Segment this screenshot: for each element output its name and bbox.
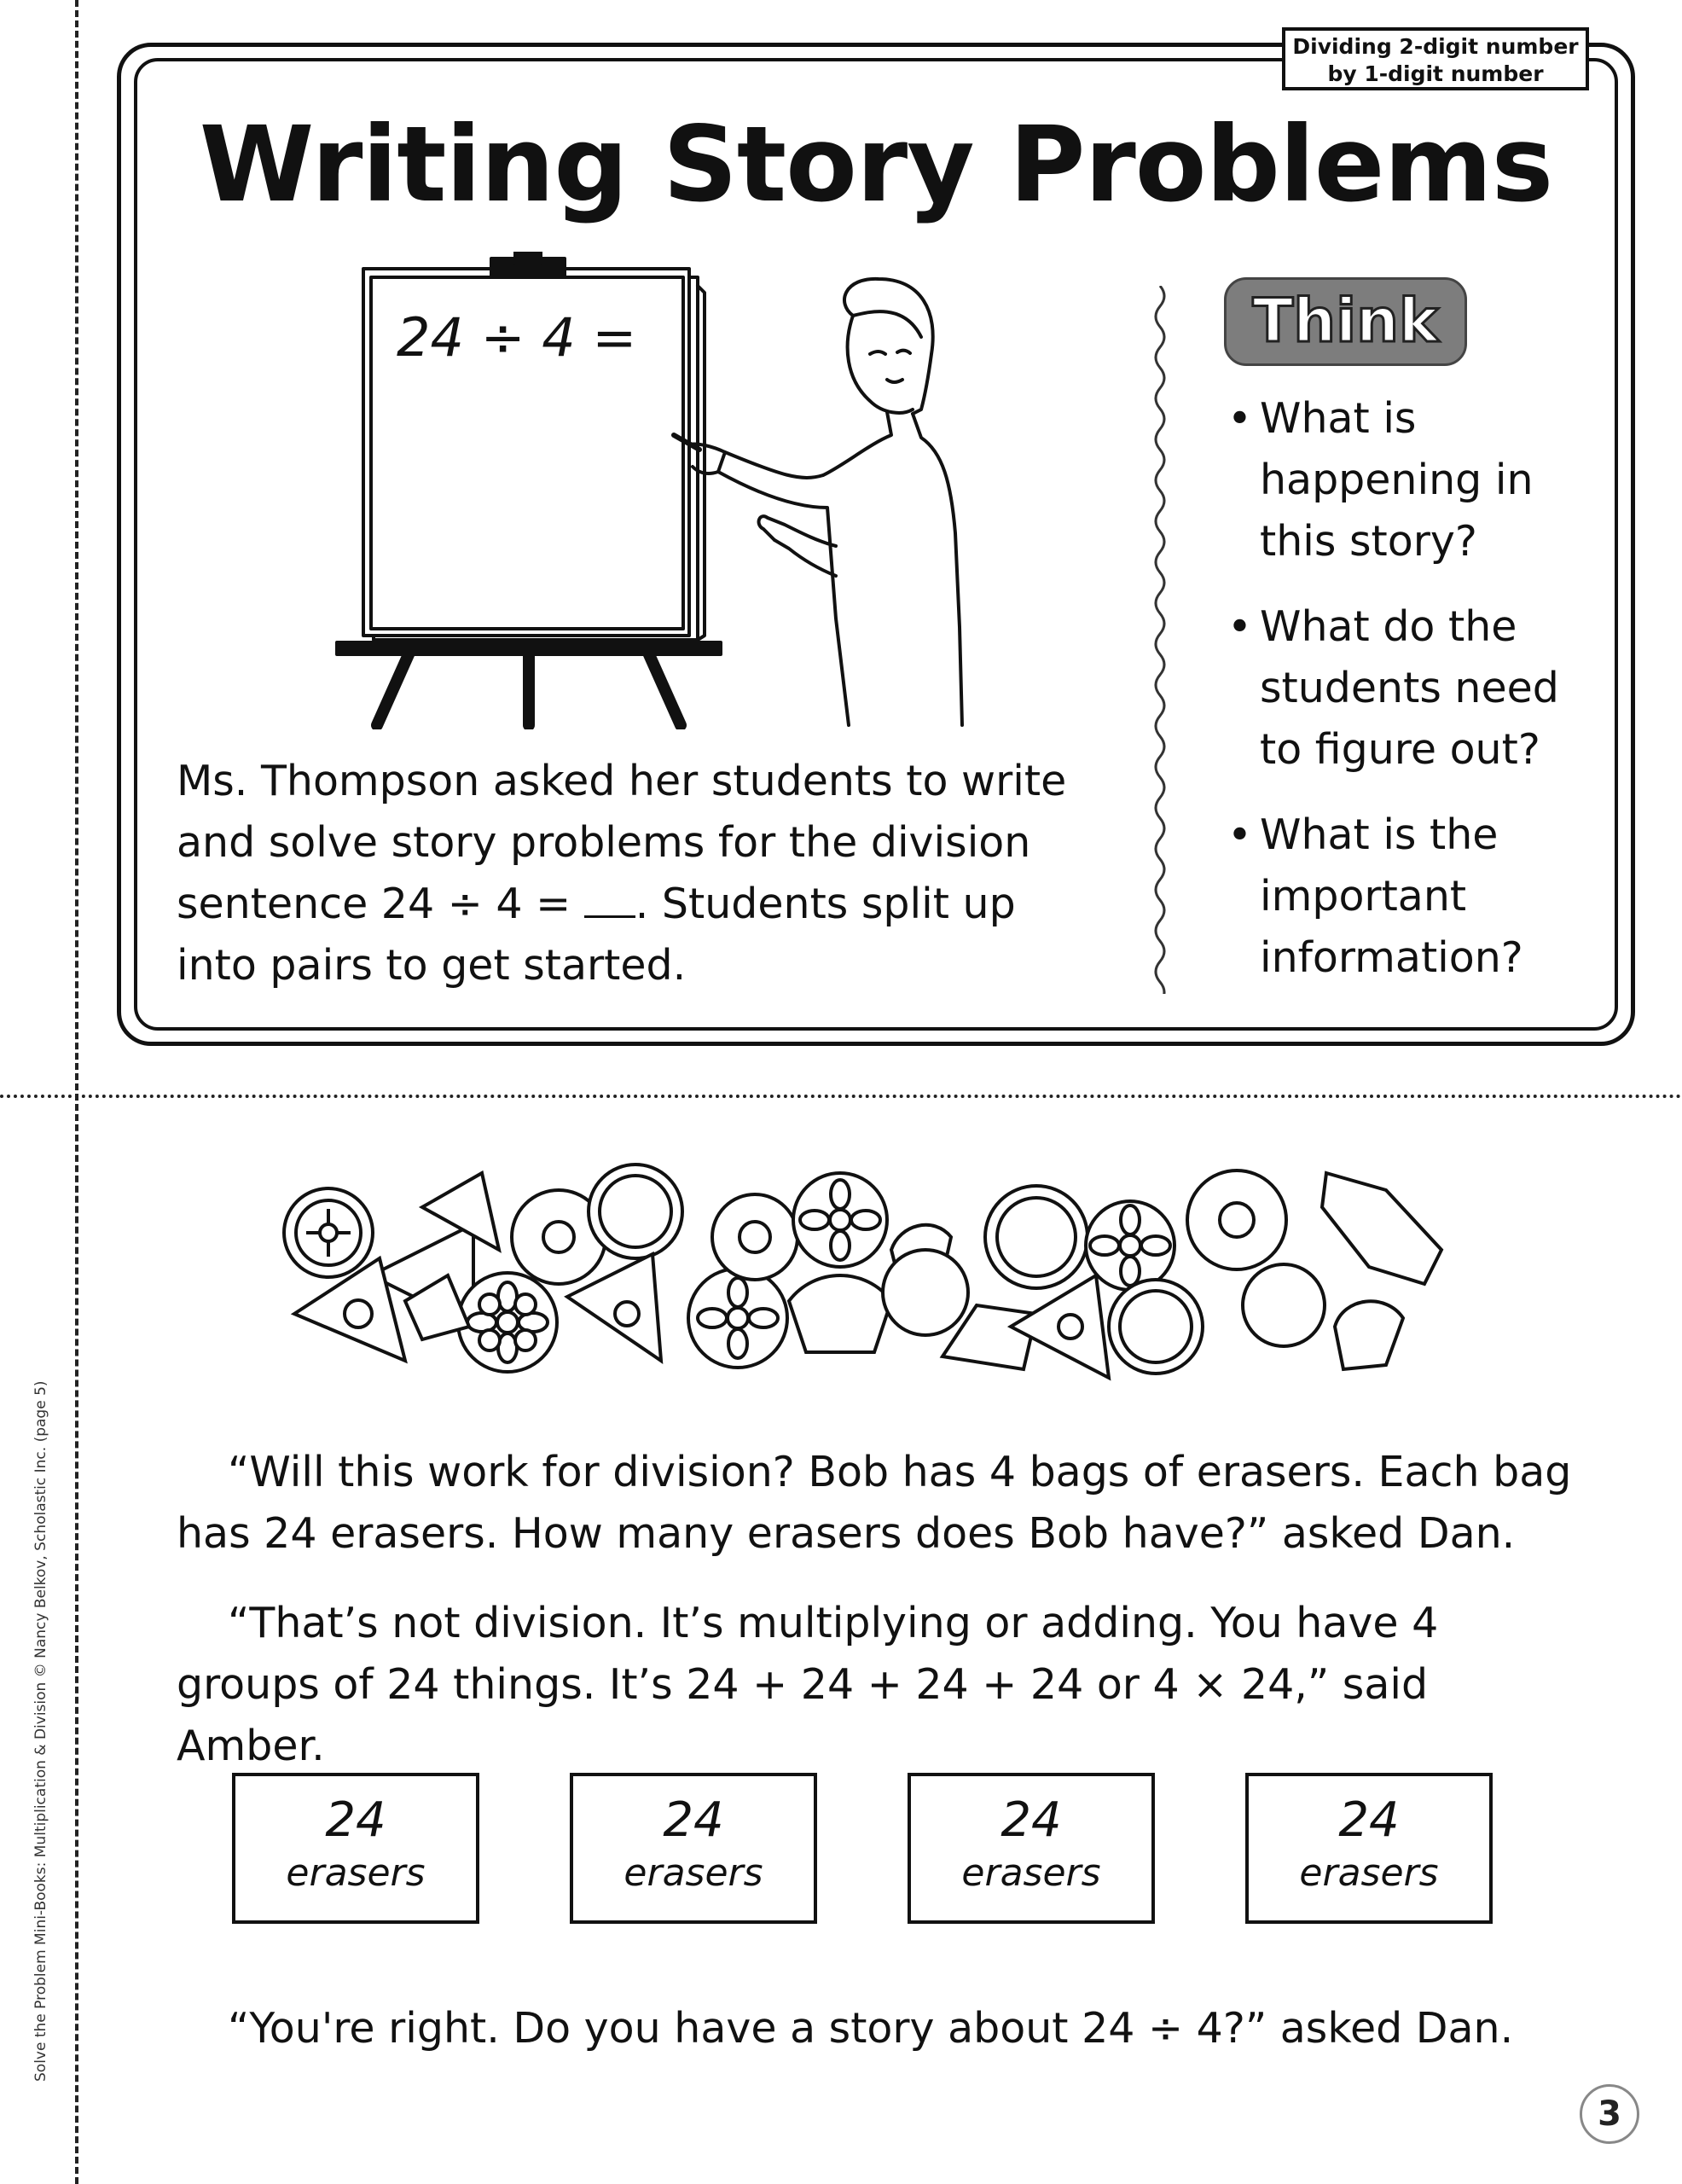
eraser-bag-box [1245, 1773, 1493, 1924]
think-question-list [1224, 388, 1599, 1013]
think-badge: Think [1224, 277, 1467, 366]
copyright-credit: Solve the Problem Mini-Books: Multiplication & Division © Nancy Belkov, Scholastic Inc. (page 5) [32, 1380, 49, 2082]
eraser-bag-box [908, 1773, 1155, 1924]
eraser-label: erasers [624, 1851, 763, 1895]
think-question: • What do the students need to figure out? [1224, 596, 1599, 781]
eraser-count: 24 [663, 1792, 724, 1848]
story-paragraph-question: “You're right. Do you have a story about 24 ÷ 4?” asked Dan. [228, 2004, 1514, 2053]
eraser-count: 24 [1338, 1792, 1400, 1848]
vertical-cut-line [75, 0, 78, 2184]
intro-text-start: Ms. Thompson asked her students to write and solve story problems for the division sentence 24 ÷ 4 = [177, 757, 1067, 928]
eraser-label: erasers [1299, 1851, 1439, 1895]
eraser-bag-box [570, 1773, 817, 1924]
story-paragraph-amber: “That’s not division. It’s multiplying or adding. You have 4 groups of 24 things. It’s 24 + 24 + 24 + 24 or 4 × 24,” said Amber. [177, 1599, 1439, 1770]
cookies-illustration [277, 1156, 1446, 1403]
intro-text-end: . Students split up into pairs to get started. [177, 880, 1016, 990]
eraser-label: erasers [961, 1851, 1101, 1895]
story-paragraph-dan: “Will this work for division? Bob has 4 bags of erasers. Each bag has 24 erasers. How many erasers does Bob have?” asked Dan. [177, 1448, 1572, 1558]
topic-tag-line1: Dividing 2-digit number [1292, 34, 1579, 59]
eraser-count: 24 [1000, 1792, 1062, 1848]
think-question: • What is the important information? [1224, 804, 1599, 989]
topic-tag [1282, 27, 1589, 90]
page-number: 3 [1580, 2084, 1639, 2144]
eraser-count: 24 [325, 1792, 386, 1848]
intro-paragraph [177, 751, 1072, 996]
eraser-label: erasers [286, 1851, 426, 1895]
wavy-divider [1147, 286, 1173, 994]
horizontal-cut-line [0, 1095, 1682, 1098]
answer-blank [584, 885, 635, 918]
think-question: • What is happening in this story? [1224, 388, 1599, 572]
topic-tag-line2: by 1-digit number [1327, 61, 1544, 86]
teacher-at-easel-illustration [324, 252, 972, 729]
eraser-bag-box [232, 1773, 479, 1924]
page-title: Writing Story Problems [199, 104, 1553, 225]
board-equation: 24 ÷ 4 = [397, 306, 637, 369]
